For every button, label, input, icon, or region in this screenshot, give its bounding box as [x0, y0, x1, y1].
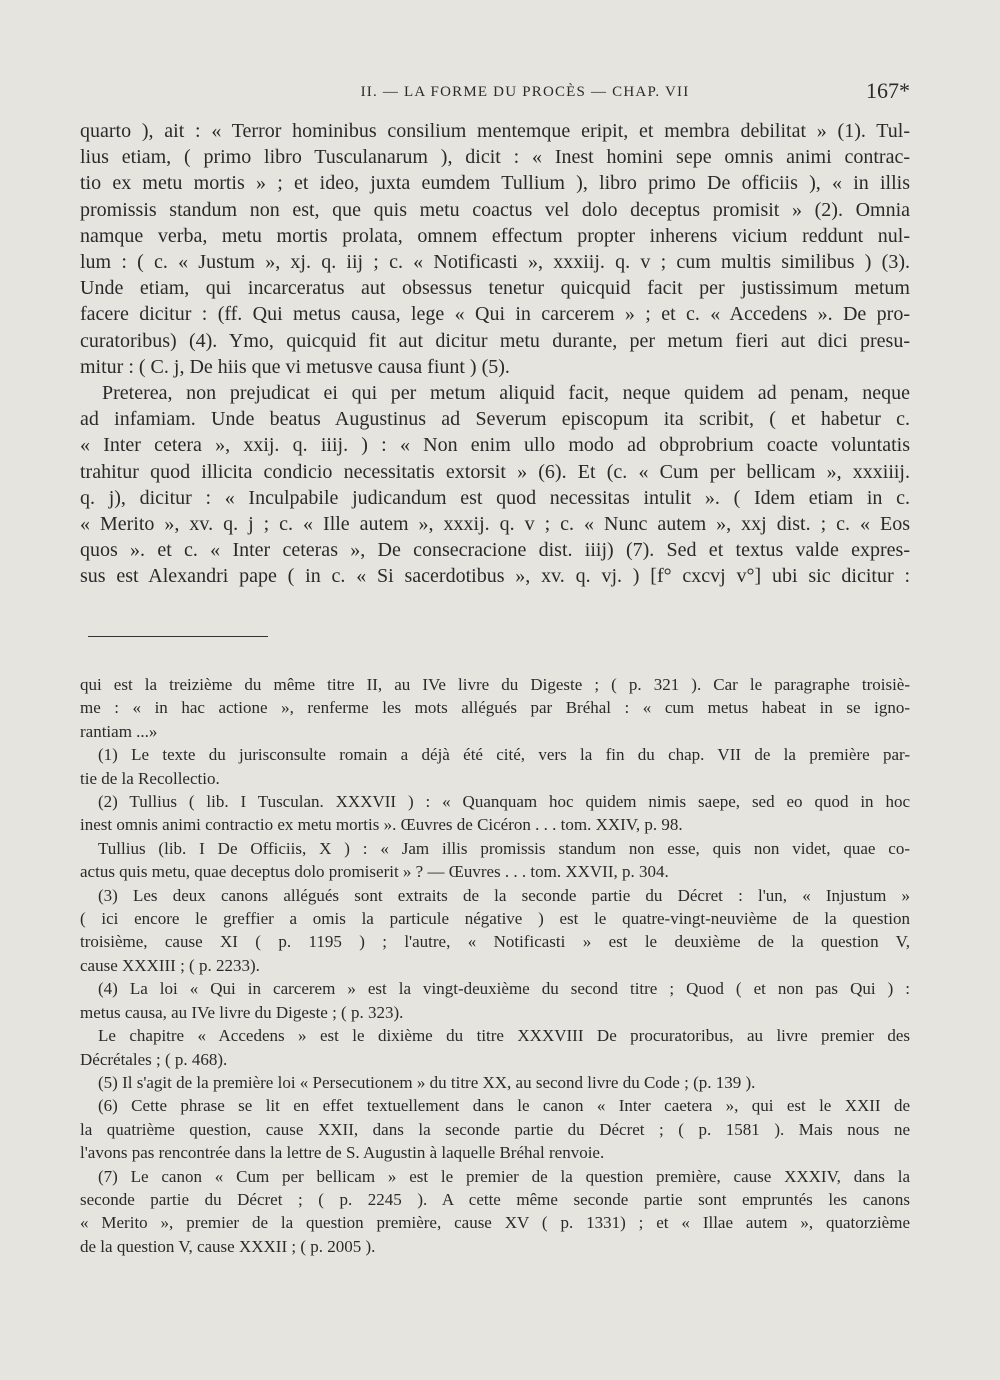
body-line: quos ». et c. « Inter ceteras », De consecracione dist. iiij) (7). Sed et textus valde expres-: [80, 539, 910, 562]
footnote-line: actus quis metu, quae deceptus dolo promiserit » ? — Œuvres . . . tom. XXVII, p. 304.: [80, 862, 669, 882]
footnote-line: ( ici encore le greffier a omis la particule négative ) est le quatre-vingt-neuvième de la question: [80, 909, 910, 929]
body-line: Preterea, non prejudicat ei qui per metum aliquid facit, neque quidem ad penam, neque: [102, 382, 910, 405]
body-line: promissis standum non est, que quis metu coactus vel dolo deceptus promisit » (2). Omnia: [80, 198, 910, 221]
footnote-line: seconde partie du Décret ; ( p. 2245 ). A cette même seconde partie sont empruntés les canons: [80, 1189, 910, 1209]
footnote-line: cause XXXIII ; ( p. 2233).: [80, 955, 260, 975]
footnote-line: (3) Les deux canons allégués sont extraits de la seconde partie du Décret : l'un, « Injustum »: [98, 885, 910, 905]
body-line: sus est Alexandri pape ( in c. « Si sacerdotibus », xv. q. vj. ) [f° cxcvj v°] ubi sic dicitur :: [80, 565, 910, 588]
body-line: trahitur quod illicita condicio necessitatis extorsit » (6). Et (c. « Cum per bellicam », xxxiiij.: [80, 460, 910, 483]
body-line: lum : ( c. « Justum », xj. q. iij ; c. « Notificasti », xxxiij. q. v ; cum multis similibus ) (3).: [80, 251, 910, 274]
body-line: mitur : ( C. j, De hiis que vi metusve causa fiunt ) (5).: [80, 355, 510, 378]
footnote-line: (7) Le canon « Cum per bellicam » est le premier de la question première, cause XXXIV, dans la: [98, 1166, 910, 1186]
body-line: lius etiam, ( primo libro Tusculanarum ), dicit : « Inest homini sepe omnis animi contrac-: [80, 146, 910, 169]
body-line: curatoribus) (4). Ymo, quicquid fit aut dicitur metu durante, per metum fieri aut dici presu-: [80, 329, 910, 352]
footnote-line: Le chapitre « Accedens » est le dixième du titre XXXVIII De procuratoribus, au livre premier des: [98, 1026, 910, 1046]
footnote-line: tie de la Recollectio.: [80, 768, 220, 788]
main-text: [80, 118, 910, 590]
footnote-line: Tullius (lib. I De Officiis, X ) : « Jam illis promissis standum non esse, quis non videt, quae co-: [98, 838, 910, 858]
footnote-line: l'avons pas rencontrée dans la lettre de S. Augustin à laquelle Bréhal renvoie.: [80, 1143, 605, 1163]
footnote-line: rantiam ...»: [80, 721, 158, 741]
footnote-line: inest omnis animi contractio ex metu mortis ». Œuvres de Cicéron . . . tom. XXIV, p. 98.: [80, 815, 683, 835]
footnote-line: (5) Il s'agit de la première loi « Persecutionem » du titre XX, au second livre du Code ; (p. 139 ).: [98, 1072, 756, 1092]
footnote-line: troisième, cause XI ( p. 1195 ) ; l'autre, « Notificasti » est le deuxième de la question V,: [80, 932, 910, 952]
footnote-line: la quatrième question, cause XXII, dans la seconde partie du Décret ; ( p. 1581 ). Mais nous ne: [80, 1119, 910, 1139]
footnote-line: Décrétales ; ( p. 468).: [80, 1049, 228, 1069]
running-title: II. — LA FORME DU PROCÈS — CHAP. VII: [360, 84, 690, 100]
body-line: « Merito », xv. q. j ; c. « Ille autem », xxxij. q. v ; c. « Nunc autem », xxj dist. ; c. « Eos: [80, 513, 910, 536]
body-line: tio ex metu mortis » ; et ideo, juxta eumdem Tullium ), libro primo De officiis ), « in illis: [80, 172, 910, 195]
footnote-line: (2) Tullius ( lib. I Tusculan. XXXVII ) : « Quanquam hoc quidem nimis saepe, sed eo quod in hoc: [98, 792, 910, 812]
body-line: Unde etiam, qui incarceratus aut obsessus tenetur quicquid facit per justissimum metum: [80, 277, 910, 300]
footnote-line: de la question V, cause XXXII ; ( p. 2005 ).: [80, 1236, 376, 1256]
body-line: q. j), dicitur : « Inculpabile judicandum est quod necessitas intulit ». ( Idem etiam in c.: [80, 486, 910, 509]
page-header: [80, 78, 910, 106]
footnote-line: qui est la treizième du même titre II, au IVe livre du Digeste ; ( p. 321 ). Car le paragraphe troisiè-: [80, 675, 910, 694]
footnotes: [80, 673, 910, 1258]
body-line: ad infamiam. Unde beatus Augustinus ad Severum episcopum ita scribit, ( et habetur c.: [80, 408, 910, 431]
footnote-separator: [88, 636, 268, 637]
body-line: facere dicitur : (ff. Qui metus causa, lege « Qui in carcerem » ; et c. « Accedens ». De pro-: [80, 303, 910, 326]
footnote-line: metus causa, au IVe livre du Digeste ; ( p. 323).: [80, 1002, 404, 1022]
footnote-line: (6) Cette phrase se lit en effet textuellement dans le canon « Inter caetera », qui est le XXII de: [98, 1096, 910, 1116]
footnote-line: (1) Le texte du jurisconsulte romain a déjà été cité, vers la fin du chap. VII de la première par-: [98, 745, 910, 765]
body-line: « Inter cetera », xxij. q. iiij. ) : « Non enim ullo modo ad obprobrium coacte voluntatis: [80, 434, 910, 457]
body-line: namque verba, metu mortis prolata, omnem effectum propter inherens vicium reddunt nul-: [80, 224, 910, 247]
footnote-line: (4) La loi « Qui in carcerem » est la vingt-deuxième du second titre ; Quod ( et non pas Qui ) :: [98, 979, 910, 999]
footnote-line: me : « in hac actione », renferme les mots allégués par Bréhal : « cum metus habeat in se igno-: [80, 698, 910, 718]
page-number: 167*: [866, 78, 910, 103]
footnote-line: « Merito », premier de la question première, cause XV ( p. 1331) ; et « Illae autem », quatorzième: [80, 1213, 910, 1233]
body-line: quarto ), ait : « Terror hominibus consilium mentemque eripit, et membra debilitat » (1). Tul-: [80, 120, 910, 142]
